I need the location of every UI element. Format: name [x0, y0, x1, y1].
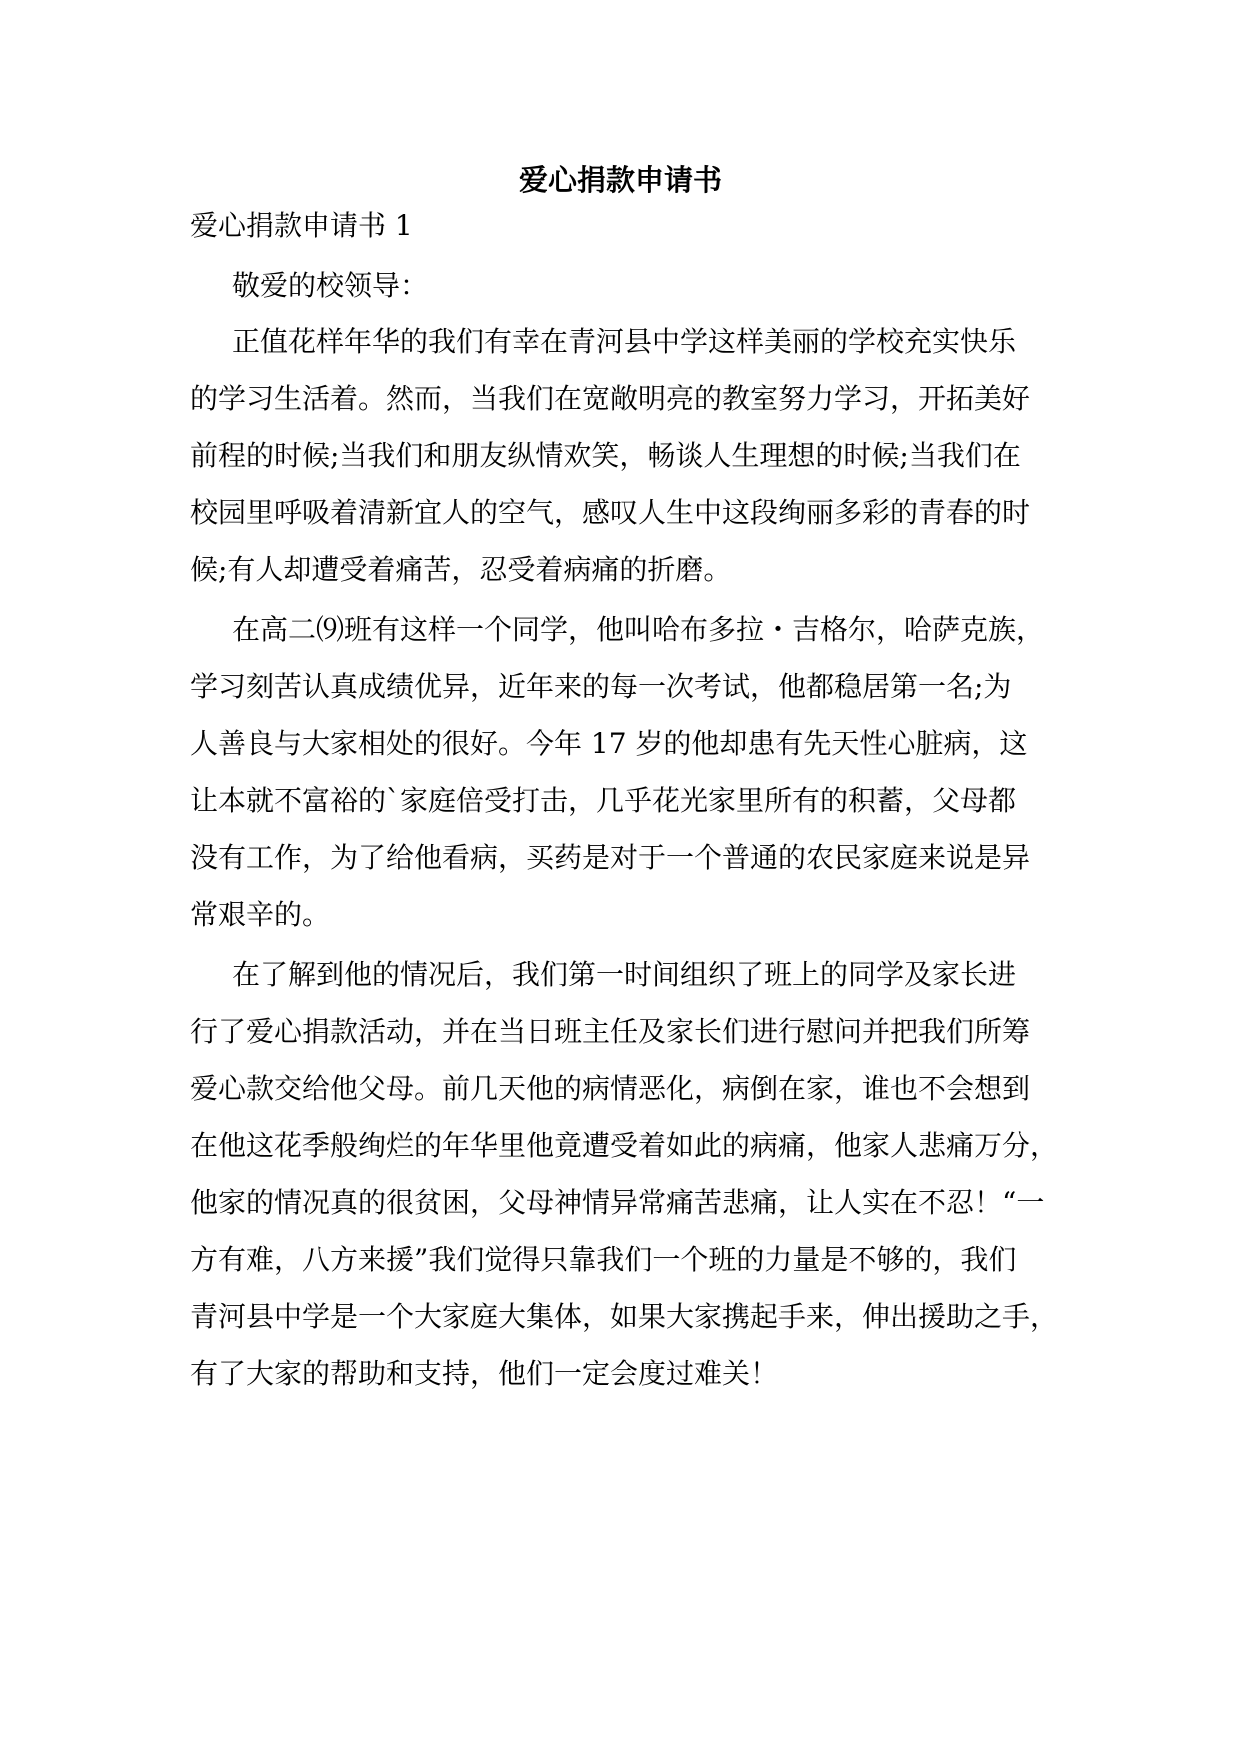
text-line: 有了大家的帮助和支持，他们一定会度过难关！: [190, 1357, 779, 1390]
document-subtitle: 爱心捐款申请书 1: [190, 209, 413, 242]
text-line: 在了解到他的情况后，我们第一时间组织了班上的同学及家长进: [232, 958, 1017, 991]
text-line: 常艰辛的。: [190, 898, 331, 931]
salutation: 敬爱的校领导：: [232, 269, 429, 302]
text-line: 学习刻苦认真成绩优异，近年来的每一次考试，他都稳居第一名;为: [190, 670, 1012, 703]
text-line: 候;有人却遭受着痛苦，忍受着病痛的折磨。: [190, 553, 732, 586]
text-line: 让本就不富裕的`家庭倍受打击，几乎花光家里所有的积蓄，父母都: [190, 784, 1017, 817]
text-line: 的学习生活着。然而，当我们在宽敞明亮的教室努力学习，开拓美好: [190, 382, 1031, 415]
text-line: 青河县中学是一个大家庭大集体，如果大家携起手来，伸出援助之手，: [190, 1300, 1059, 1333]
text-line: 校园里呼吸着清新宜人的空气，感叹人生中这段绚丽多彩的青春的时: [190, 496, 1031, 529]
text-line: 爱心款交给他父母。前几天他的病情恶化，病倒在家，谁也不会想到: [190, 1072, 1031, 1105]
text-line: 人善良与大家相处的很好。今年 17 岁的他却患有先天性心脏病，这: [190, 727, 1028, 760]
text-line: 没有工作，为了给他看病，买药是对于一个普通的农民家庭来说是异: [190, 841, 1031, 874]
text-line: 前程的时候;当我们和朋友纵情欢笑，畅谈人生理想的时候;当我们在: [190, 439, 1021, 472]
document-title: 爱心捐款申请书: [518, 163, 722, 197]
text-line: 正值花样年华的我们有幸在青河县中学这样美丽的学校充实快乐: [232, 325, 1017, 358]
text-line: 在高二⑼班有这样一个同学，他叫哈布多拉・吉格尔，哈萨克族，: [232, 613, 1045, 646]
text-line: 方有难，八方来援”我们觉得只靠我们一个班的力量是不够的，我们: [190, 1243, 1017, 1276]
text-line: 行了爱心捐款活动，并在当日班主任及家长们进行慰问并把我们所筹: [190, 1015, 1031, 1048]
text-line: 他家的情况真的很贫困，父母神情异常痛苦悲痛，让人实在不忍！“一: [190, 1186, 1045, 1219]
text-line: 在他这花季般绚烂的年华里他竟遭受着如此的病痛，他家人悲痛万分，: [190, 1129, 1059, 1162]
